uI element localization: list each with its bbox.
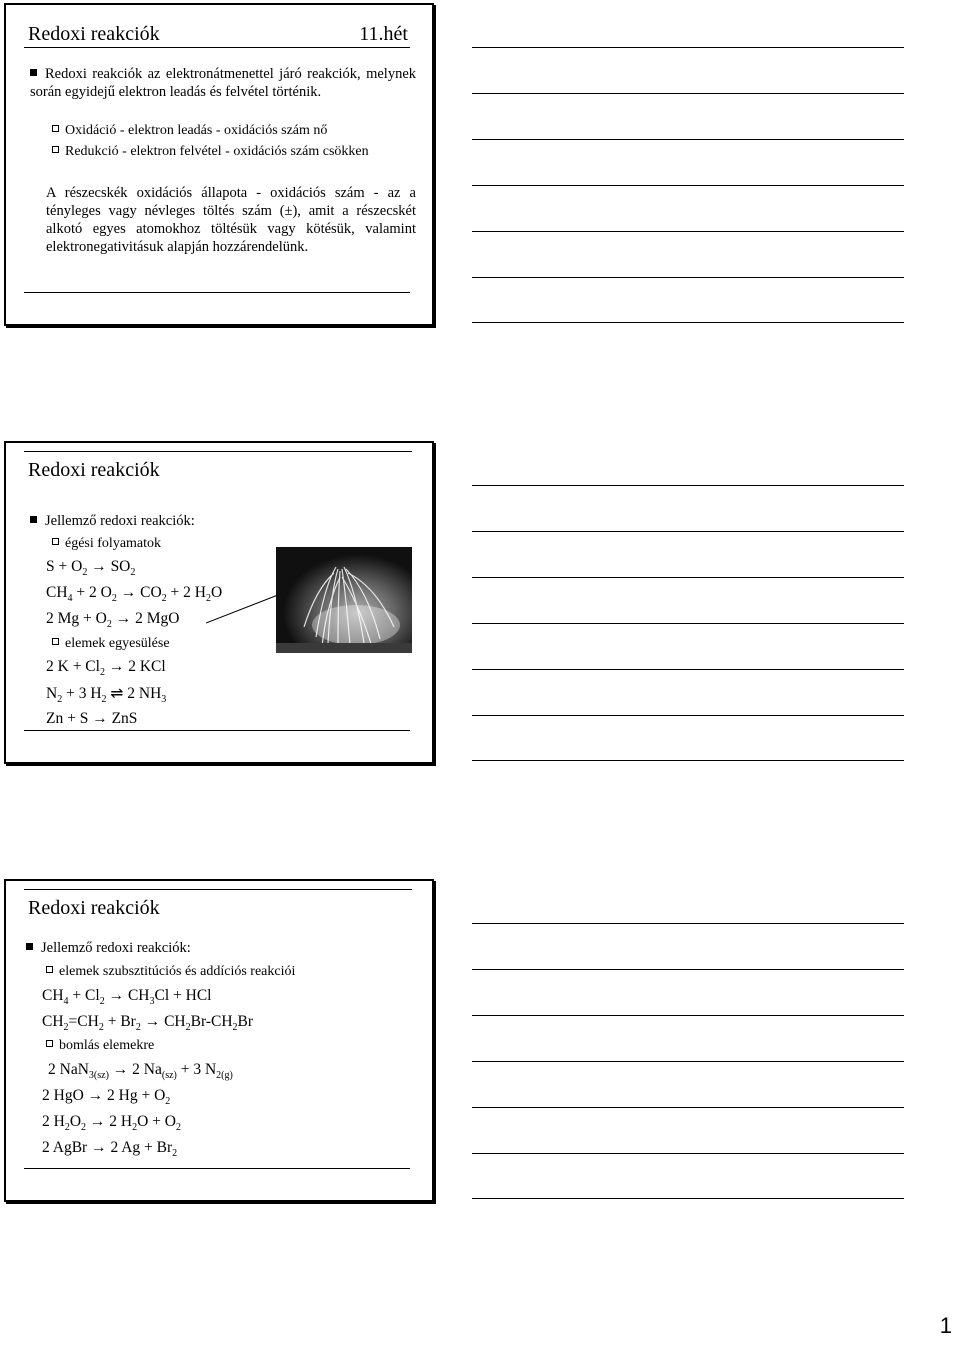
equation: 2 $Mg + O_2 \to 2$ MgO bbox=[46, 610, 180, 630]
equation: $CH_2=CH_2 + Br_2 \to CH_2Br-CH_2Br$ bbox=[42, 1013, 254, 1033]
hollow-square-bullet-icon bbox=[52, 125, 59, 132]
photo-pointer-line bbox=[206, 593, 286, 625]
equation: $S + O_2 \to SO_2$ bbox=[46, 558, 136, 578]
sub-item: elemek szubsztitúciós és addíciós reakciói bbox=[46, 963, 295, 980]
square-bullet-icon bbox=[26, 943, 33, 950]
hollow-square-bullet-icon bbox=[46, 1040, 53, 1047]
bottom-rule bbox=[24, 1168, 410, 1169]
hollow-square-bullet-icon bbox=[52, 538, 59, 545]
equation: $CH_4 + 2$ $O_2 \to CO_2 + 2$ $H_2O$ bbox=[46, 584, 223, 604]
slide-3 bbox=[4, 879, 434, 1202]
bullet-item: Jellemző redoxi reakciók: bbox=[30, 512, 195, 530]
bullet-item: Jellemző redoxi reakciók: bbox=[26, 939, 191, 957]
equation: 2 $K + Cl_2 \to 2$ KCl bbox=[46, 658, 166, 678]
equation: 2 HgO → 2 $Hg + O_2$ bbox=[42, 1087, 171, 1107]
slide-title: Redoxi reakciók bbox=[28, 897, 160, 919]
title-rule bbox=[24, 451, 412, 452]
slide-1 bbox=[4, 3, 434, 326]
equation: $CH_4 + Cl_2 \to CH_3Cl$ + HCl bbox=[42, 987, 212, 1007]
sub-item: Redukció - elektron felvétel - oxidációs szám csökken bbox=[52, 143, 369, 160]
burning-magnesium-photo bbox=[276, 547, 412, 653]
hollow-square-bullet-icon bbox=[52, 146, 59, 153]
slide-title: Redoxi reakciók bbox=[28, 459, 160, 481]
equation: 2 NaN$_{3(sz)}$ → 2 $Na_{(sz)} + 3$ $N_{2(g)}$ bbox=[48, 1061, 233, 1081]
equation: $N_2 + 3$ $H_2$ ⇌ 2 $NH_3$ bbox=[46, 685, 167, 705]
square-bullet-icon bbox=[30, 69, 37, 76]
equation: 2 AgBr → 2 $Ag + Br_2$ bbox=[42, 1139, 178, 1159]
title-rule bbox=[24, 47, 410, 48]
week-label: 11.hét bbox=[359, 23, 408, 45]
sub-item: bomlás elemekre bbox=[46, 1037, 154, 1054]
sub-item: elemek egyesülése bbox=[52, 635, 170, 652]
title-rule bbox=[24, 889, 412, 890]
slide-2 bbox=[4, 441, 434, 764]
definition-paragraph: A részecskék oxidációs állapota - oxidációs szám - az a tényleges vagy névleges töltés szám (±), amit a részecskét alkotó egyes atomokhoz töltésük vagy kötésük, valamint elektronegativitásuk alapján hozzárendelünk. bbox=[46, 185, 416, 255]
slide-title: Redoxi reakciók bbox=[28, 23, 160, 45]
square-bullet-icon bbox=[30, 516, 37, 523]
bottom-rule bbox=[24, 730, 410, 731]
hollow-square-bullet-icon bbox=[52, 638, 59, 645]
page-number: 1 bbox=[939, 1313, 952, 1338]
bottom-rule bbox=[24, 292, 410, 293]
equation: Zn + S → ZnS bbox=[46, 710, 138, 727]
bullet-item: Redoxi reakciók az elektronátmenettel járó reakciók, melynek során egyidejű elektron leadás és felvétel történik. bbox=[30, 66, 416, 100]
sub-item: Oxidáció - elektron leadás - oxidációs szám nő bbox=[52, 122, 327, 139]
equation: 2 $H_2O_2 \to 2$ $H_2O + O_2$ bbox=[42, 1113, 181, 1133]
hollow-square-bullet-icon bbox=[46, 966, 53, 973]
sub-item: égési folyamatok bbox=[52, 535, 161, 552]
